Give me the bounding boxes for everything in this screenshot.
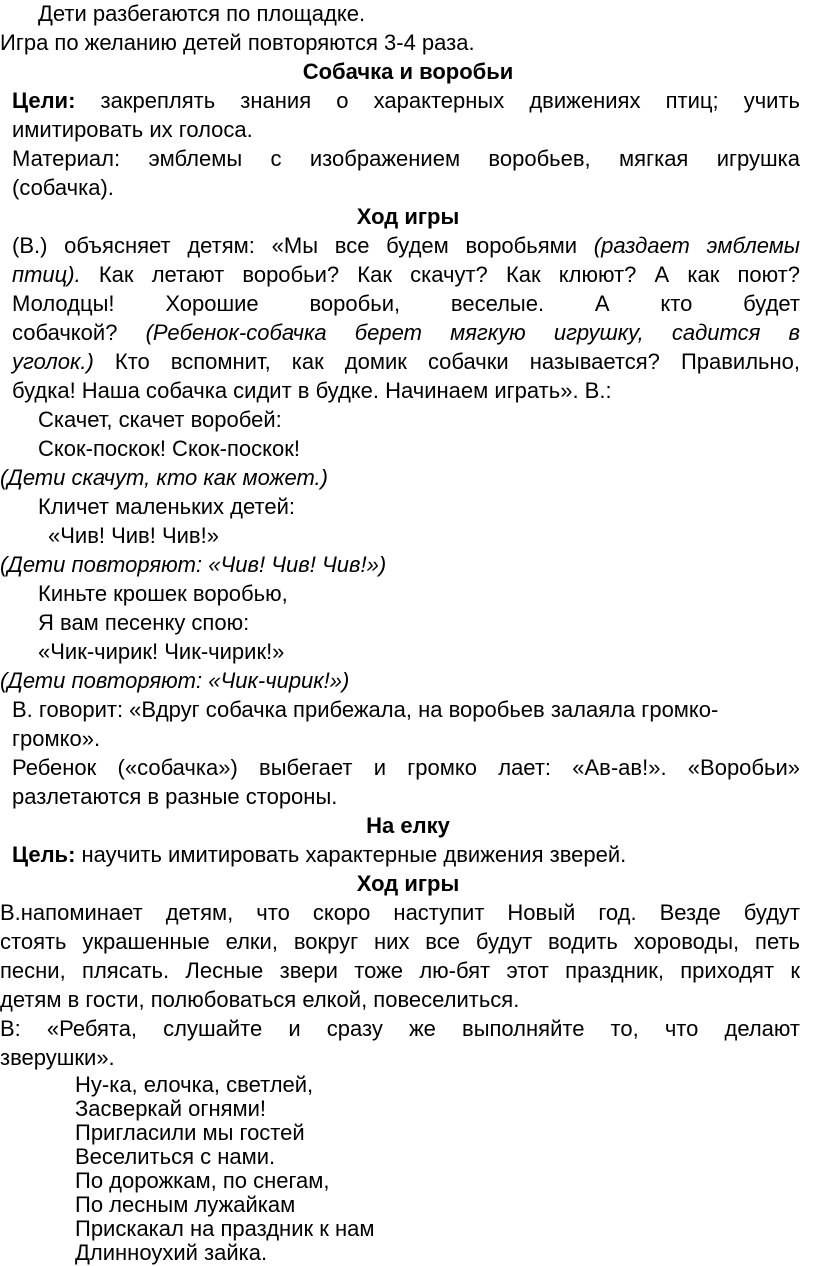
verse-line: Я вам песенку спою: [38,610,250,635]
paragraph-line: уголок.) Кто вспомнит, как домик собачки называется? Правильно, [12,349,800,374]
verse-line: Кличет маленьких детей: [38,494,295,519]
goal-label: Цель: [12,842,76,867]
paragraph-line: собачкой? (Ребенок-собачка берет мягкую игрушку, садится в [12,320,800,345]
paragraph-line: громко». [12,726,101,751]
poem-line: По дорожкам, по снегам, [75,1168,330,1193]
goal-line: имитировать их голоса. [12,117,253,142]
paragraph-line: В. говорит: «Вдруг собачка прибежала, на воробьев залаяла громко- [12,697,719,722]
paragraph-line: стоять украшенные елки, вокруг них все будут водить хороводы, петь [0,929,800,954]
verse-line: «Чик-чирик! Чик-чирик!» [38,639,285,664]
goal-label: Цели: [12,88,76,113]
material-line: Материал: эмблемы с изображением воробьев, мягкая игрушка [12,146,800,171]
game-title: Собачка и воробьи [302,59,514,84]
intro-line: Дети разбегаются по площадке. [38,1,366,26]
goal-line: Цель: научить имитировать характерные движения зверей. [12,842,627,867]
poem-line: Пригласили мы гостей [75,1120,305,1145]
intro-line: Игра по желанию детей повторяются 3-4 раза. [0,30,475,55]
paragraph-line: (В.) объясняет детям: «Мы все будем воробьями (раздает эмблемы [12,233,800,258]
paragraph-line: песни, плясать. Лесные звери тоже лю-бят этот праздник, приходят к [0,958,800,983]
paragraph-line: зверушки». [0,1045,115,1070]
paragraph-line: будка! Наша собачка сидит в будке. Начинаем играть». В.: [12,378,612,403]
poem-line: Длинноухий зайка. [75,1240,268,1265]
stage-direction: (Дети повторяют: «Чив! Чив! Чив!») [0,552,387,577]
stage-direction: (Дети повторяют: «Чик-чирик!») [0,668,350,693]
poem-line: Веселиться с нами. [75,1144,276,1169]
verse-line: «Чив! Чив! Чив!» [48,523,219,548]
game-title: На елку [366,813,450,838]
goal-line: Цели: закреплять знания о характерных движениях птиц; учить [12,88,800,113]
section-heading: Ход игры [356,204,460,229]
poem-line: Ну-ка, елочка, светлей, [75,1072,314,1097]
poem-line: Засверкай огнями! [75,1096,267,1121]
paragraph-line: Ребенок («собачка») выбегает и громко лает: «Ав-ав!». «Воробьи» [12,755,800,780]
poem-line: Прискакал на праздник к нам [75,1216,375,1241]
material-line: (собачка). [12,175,114,200]
paragraph-line: птиц). Как летают воробьи? Как скачут? Как клюют? А как поют? [12,262,800,287]
paragraph-line: В.напоминает детям, что скоро наступит Новый год. Везде будут [0,900,800,925]
verse-line: Скок-поскок! Скок-поскок! [38,436,300,461]
section-heading: Ход игры [356,871,460,896]
poem-line: По лесным лужайкам [75,1192,296,1217]
stage-direction: (Дети скачут, кто как может.) [0,465,328,490]
verse-line: Скачет, скачет воробей: [38,407,282,432]
verse-line: Киньте крошек воробью, [38,581,288,606]
paragraph-line: В: «Ребята, слушайте и сразу же выполняйте то, что делают [0,1016,800,1041]
paragraph-line: детям в гости, полюбоваться елкой, повеселиться. [0,987,520,1012]
paragraph-line: разлетаются в разные стороны. [12,784,338,809]
paragraph-line: Молодцы! Хорошие воробьи, веселые. А кто будет [12,291,800,316]
